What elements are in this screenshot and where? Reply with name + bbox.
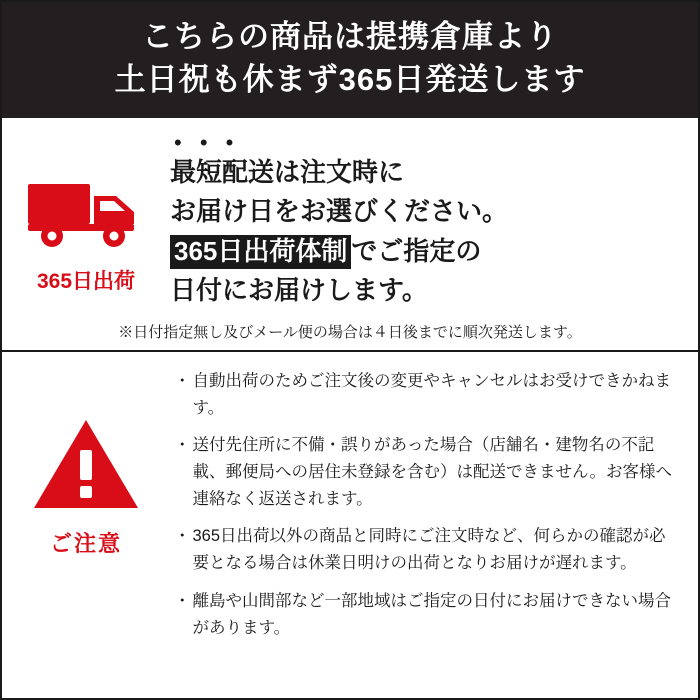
delivery-section xyxy=(2,118,698,352)
delivery-truck-icon xyxy=(26,174,146,257)
warning-triangle-icon xyxy=(31,416,141,517)
bullet-icon: ・ xyxy=(174,591,191,610)
delivery-row xyxy=(2,126,698,311)
note-text: 送付先住所に不備・誤りがあった場合（店舗名・建物名の不記載、郵便局への居住未登録を含む）は配送できません。お客様へ連絡なく返送されます。 xyxy=(192,436,672,508)
list-item xyxy=(174,523,682,576)
decorative-dots: • • • xyxy=(174,129,240,155)
delivery-line-4: 日付にお届けします。 xyxy=(170,275,428,306)
note-text: 365日出荷以外の商品と同時にご注文時など、何らかの確認が必要となる場合は休業日明けの出荷となりお届けが遅れます。 xyxy=(192,527,666,573)
bullet-icon: ・ xyxy=(174,436,191,455)
delivery-line-3-tail: でご指定の xyxy=(351,235,482,266)
list-item xyxy=(174,588,682,641)
highlight-365-shipping: 365日出荷体制 xyxy=(170,235,351,269)
caution-label: ご注意 xyxy=(49,530,122,556)
banner-header xyxy=(2,2,698,118)
truck-label: 365日出荷 xyxy=(36,269,136,293)
caution-section xyxy=(2,352,698,698)
delivery-note: ※日付指定無し及びメール便の場合は４日後までに順次発送します。 xyxy=(118,323,582,341)
caution-icon-column xyxy=(2,364,170,558)
header-line-2: 土日祝も休まず365日発送します xyxy=(114,61,586,97)
delivery-line-2: お届け日をお選びください。 xyxy=(170,196,509,227)
bullet-icon: ・ xyxy=(174,527,191,546)
header-line-1: こちらの商品は提携倉庫より xyxy=(142,19,558,54)
bullet-icon: ・ xyxy=(174,371,191,390)
caution-notes-list xyxy=(170,364,698,652)
list-item xyxy=(174,368,682,421)
note-text: 自動出荷のためご注文後の変更やキャンセルはお受けできかねます。 xyxy=(192,371,671,417)
note-text: 離島や山間部など一部地域はご指定の日付にお届けできない場合があります。 xyxy=(192,591,671,637)
truck-column xyxy=(2,126,170,295)
list-item xyxy=(174,432,682,512)
delivery-line-1: 最短配送は注文時に xyxy=(170,156,405,187)
delivery-line-3 xyxy=(170,232,684,272)
delivery-text-column xyxy=(170,126,698,311)
